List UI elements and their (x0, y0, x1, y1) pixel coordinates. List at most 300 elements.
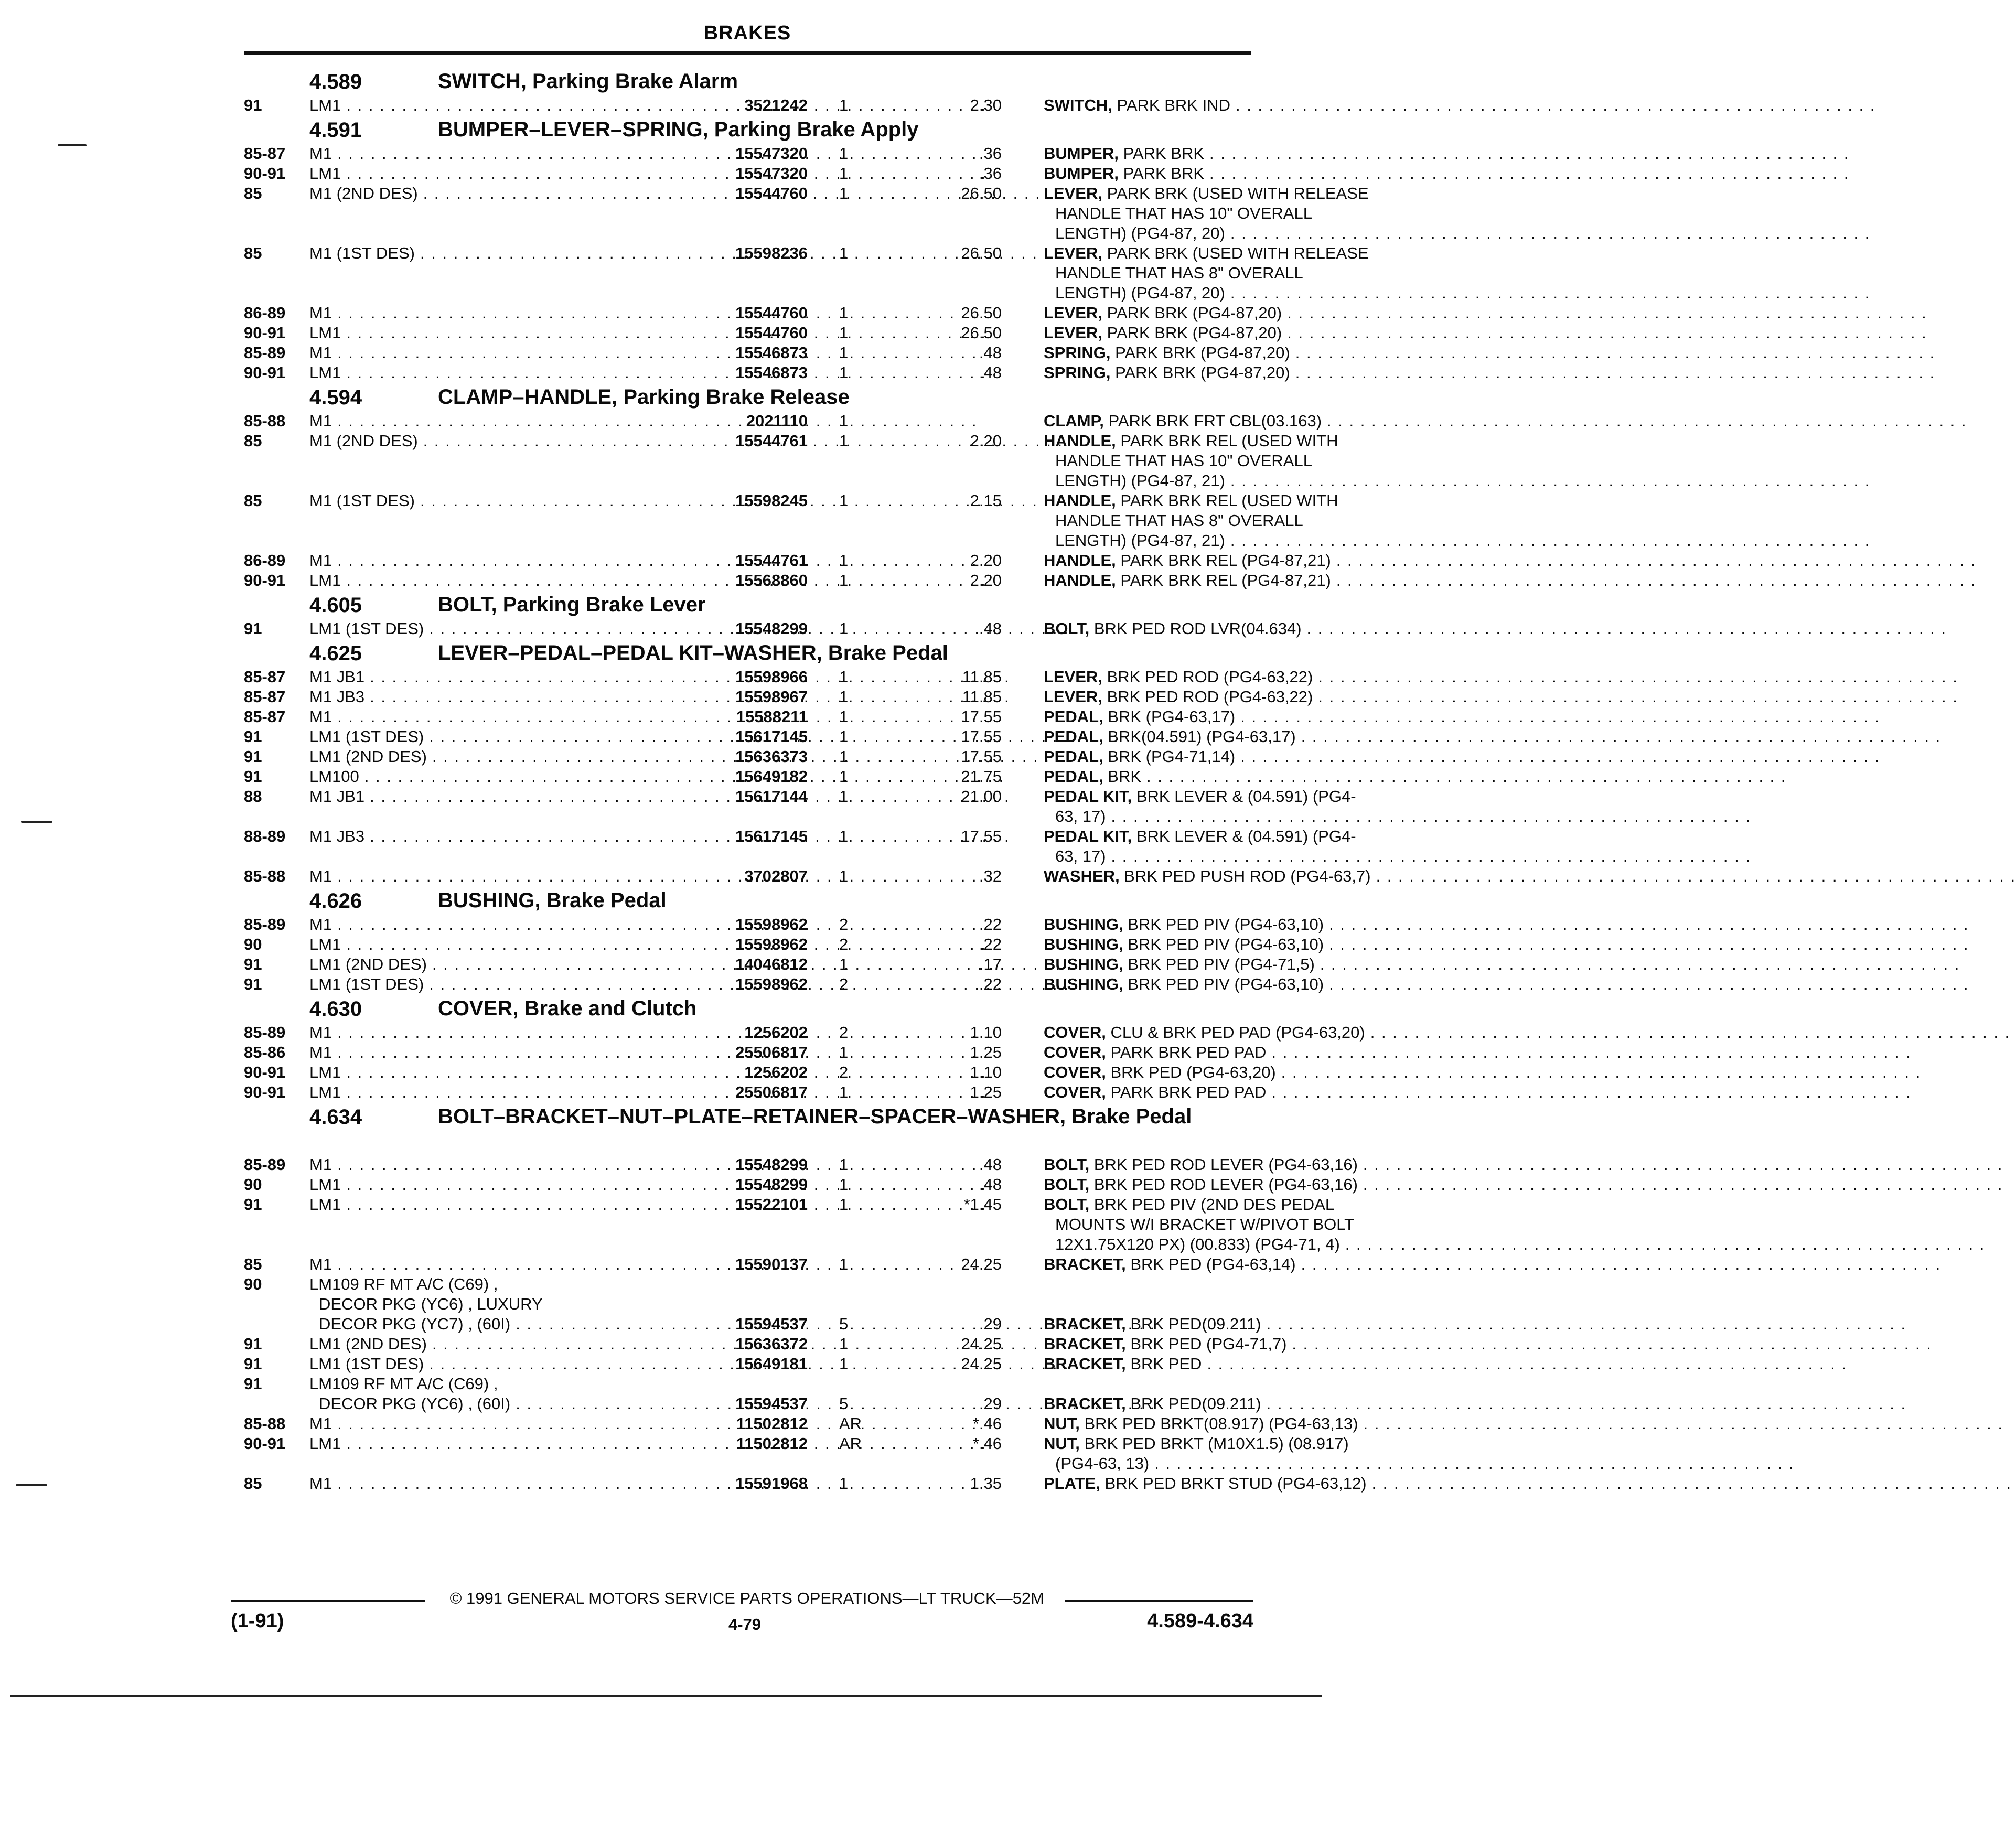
description (1044, 787, 1411, 827)
item-name: COVER, (1044, 1063, 1106, 1081)
description-line (1044, 323, 1411, 343)
item-name: BRACKET, (1044, 1255, 1126, 1273)
model-code (309, 1062, 687, 1082)
model-text: M1 (309, 867, 333, 885)
model-text: LM1 (2ND DES) (309, 1335, 427, 1353)
group-header (244, 639, 1251, 667)
model-line (309, 1314, 687, 1334)
description-line (1044, 1414, 1411, 1434)
price: *.46 (972, 1434, 1002, 1453)
part-number: 15546873 (735, 363, 808, 382)
description (1044, 619, 1411, 639)
price: 1.35 (970, 1474, 1002, 1493)
model-line (309, 571, 687, 591)
item-name: LEVER, (1044, 668, 1102, 686)
description-line (1044, 974, 1411, 994)
item-name: PLATE, (1044, 1474, 1100, 1493)
description-text: LEVER, PARK BRK (PG4-87,20) (1044, 304, 1282, 322)
model-text: LM1 (309, 96, 341, 114)
description (1044, 1062, 1411, 1082)
part-number: 15544760 (735, 324, 808, 342)
model-code (309, 243, 687, 263)
description-line (1044, 915, 1411, 935)
leader-dots (1363, 1155, 2003, 1175)
model-text: LM1 (309, 571, 341, 589)
table-row (244, 243, 1369, 303)
description (1044, 866, 1411, 886)
leader-dots (1364, 1414, 2003, 1434)
part-number: 15588211 (736, 707, 808, 726)
quantity: 2 (839, 1023, 849, 1042)
description (1044, 1043, 1411, 1062)
footer-page-number: 4-79 (728, 1615, 762, 1634)
description (1044, 1414, 1411, 1434)
model-text: LM1 (309, 363, 341, 382)
table-row (244, 411, 1322, 431)
description (1044, 1175, 1411, 1195)
leader-dots (1292, 1334, 1932, 1354)
year-range: 90 (244, 935, 262, 953)
model-code (309, 974, 687, 994)
price: .48 (979, 619, 1002, 638)
table-row (244, 95, 1251, 115)
footer-copyright: © 1991 GENERAL MOTORS SERVICE PARTS OPERATIONS—LT TRUCK—52M (449, 1589, 1045, 1607)
model-text: LM1 (309, 1434, 341, 1453)
quantity: 1 (839, 1155, 849, 1174)
part-number: 2021110 (746, 412, 808, 430)
description-line (1044, 95, 1411, 115)
year-range: 90 (244, 1175, 262, 1194)
model-line (309, 619, 687, 639)
model-text: M1 JB1 (309, 787, 365, 806)
model-line (309, 1043, 687, 1062)
item-name: BUSHING, (1044, 955, 1123, 973)
description (1044, 1155, 1411, 1175)
part-number: 25506817 (735, 1083, 808, 1101)
description (1044, 667, 1411, 687)
description-line (1044, 1195, 1411, 1215)
price: 17.55 (961, 747, 1002, 766)
leader-dots (1363, 1175, 2003, 1195)
description-line (1044, 1394, 1411, 1414)
year-range: 90-91 (244, 571, 286, 589)
description (1044, 1334, 1411, 1354)
description (1044, 1023, 1411, 1043)
quantity: AR (839, 1434, 862, 1453)
model-text: LM109 RF MT A/C (C69) , (309, 1275, 498, 1293)
item-name: COVER, (1044, 1043, 1106, 1061)
quantity: 1 (839, 688, 849, 706)
description (1044, 1394, 1411, 1414)
model-text: LM1 (309, 1195, 341, 1214)
item-name: BRACKET, (1044, 1315, 1126, 1333)
quantity: 2 (839, 1063, 849, 1081)
description (1044, 687, 1411, 707)
part-number: 15568860 (735, 571, 808, 589)
price: *1.45 (963, 1195, 1002, 1214)
table-row (244, 1334, 1287, 1354)
description-text: BRACKET, BRK PED(09.211) (1044, 1394, 1261, 1413)
quantity: 1 (839, 304, 849, 322)
description-line (1044, 531, 1411, 551)
description-text: BUMPER, PARK BRK (1044, 144, 1205, 163)
description-line (1044, 283, 1411, 303)
price: .22 (979, 915, 1002, 933)
description-text: BUSHING, BRK PED PIV (PG4-63,10) (1044, 915, 1324, 933)
part-number: 15591968 (735, 1474, 808, 1493)
table-row (244, 974, 1324, 994)
part-number: 15598245 (735, 491, 808, 510)
description-text: LEVER, PARK BRK (PG4-87,20) (1044, 324, 1282, 342)
model-line (309, 1274, 687, 1294)
year-range: 85-87 (244, 668, 286, 686)
part-number: 15548299 (735, 619, 808, 638)
description-text: PEDAL, BRK (1044, 767, 1142, 786)
model-text: LM1 (1ST DES) (309, 1355, 424, 1373)
price: 26.50 (961, 244, 1002, 262)
description-text: LEVER, PARK BRK (USED WITH RELEASE (1044, 184, 1369, 202)
year-range: 85-88 (244, 412, 286, 430)
group-number: 4.605 (309, 594, 362, 617)
description-line (1044, 431, 1411, 451)
description-text: LEVER, PARK BRK (USED WITH RELEASE (1044, 244, 1369, 262)
model-text: M1 (309, 1043, 333, 1061)
part-number: 15636373 (735, 747, 808, 766)
leader-dots (346, 95, 986, 115)
quantity: 1 (839, 96, 849, 114)
price: 1.25 (970, 1083, 1002, 1101)
model-text: M1 (309, 915, 333, 933)
model-text: LM100 (309, 767, 359, 786)
model-code (309, 619, 687, 639)
part-number: 3521242 (744, 96, 808, 114)
leader-dots (337, 144, 977, 164)
leader-dots (1329, 915, 1969, 935)
description (1044, 431, 1411, 491)
item-name: NUT, (1044, 1414, 1080, 1433)
item-name: LEVER, (1044, 304, 1102, 322)
year-range: 91 (244, 1375, 262, 1393)
description-text: NUT, BRK PED BRKT (M10X1.5) (08.917) (1044, 1434, 1349, 1453)
part-number: 15594537 (735, 1394, 808, 1413)
quantity: 1 (839, 787, 849, 806)
description-text: HANDLE THAT HAS 8" OVERALL (1055, 511, 1303, 530)
model-line (309, 431, 687, 451)
group-title: COVER, Brake and Clutch (438, 997, 697, 1020)
group-header (244, 1102, 1251, 1155)
description-text: BUSHING, BRK PED PIV (PG4-71,5) (1044, 955, 1315, 973)
description-text: MOUNTS W/I BRACKET W/PIVOT BOLT (1055, 1215, 1355, 1233)
item-name: NUT, (1044, 1434, 1080, 1453)
description (1044, 1195, 1411, 1254)
part-number: 15598967 (735, 688, 808, 706)
description-line (1044, 1354, 1411, 1374)
bottom-rule (10, 1695, 1322, 1697)
model-code (309, 491, 687, 511)
leader-dots (1267, 1314, 1906, 1334)
leader-dots (1318, 687, 1958, 707)
model-code (309, 1274, 687, 1334)
year-range: 91 (244, 96, 262, 114)
model-line (309, 1374, 687, 1394)
table-row (244, 727, 1296, 747)
model-line (309, 1195, 687, 1215)
quantity: 5 (839, 1315, 849, 1333)
model-text: M1 (1ST DES) (309, 244, 415, 262)
quantity: 1 (839, 619, 849, 638)
model-code (309, 571, 687, 591)
table-row (244, 1062, 1276, 1082)
quantity: 1 (839, 867, 849, 885)
part-number: 15598966 (735, 668, 808, 686)
model-text: M1 (309, 707, 333, 726)
description (1044, 767, 1411, 787)
leader-dots (337, 551, 977, 571)
year-range: 91 (244, 727, 262, 746)
year-range: 85 (244, 244, 262, 262)
model-code (309, 687, 687, 707)
year-range: 91 (244, 767, 262, 786)
price: 26.50 (961, 304, 1002, 322)
description-text: SPRING, PARK BRK (PG4-87,20) (1044, 363, 1290, 382)
description-text: HANDLE THAT HAS 10" OVERALL (1055, 452, 1312, 470)
table-row (244, 363, 1290, 383)
model-code (309, 667, 687, 687)
description-text: BRACKET, BRK PED(09.211) (1044, 1315, 1261, 1333)
description (1044, 1434, 1411, 1474)
table-row (244, 431, 1338, 491)
item-name: HANDLE, (1044, 491, 1116, 510)
description (1044, 827, 1411, 866)
year-range: 85-87 (244, 707, 286, 726)
model-code (309, 551, 687, 571)
group-title: BUMPER–LEVER–SPRING, Parking Brake Apply (438, 118, 919, 141)
model-text: M1 (1ST DES) (309, 491, 415, 510)
description (1044, 323, 1411, 343)
quantity: 1 (839, 184, 849, 202)
description-line (1044, 1175, 1411, 1195)
model-line (309, 727, 687, 747)
price: 2.30 (970, 96, 1002, 114)
item-name: CLAMP, (1044, 412, 1104, 430)
quantity: 1 (839, 344, 849, 362)
item-name: BRACKET, (1044, 1394, 1126, 1413)
table-row (244, 323, 1282, 343)
table-row (244, 491, 1338, 551)
description (1044, 343, 1411, 363)
model-text: M1 (309, 551, 333, 570)
description-line (1044, 866, 1411, 886)
item-name: BOLT, (1044, 1155, 1090, 1174)
group-number: 4.591 (309, 119, 362, 142)
item-name: HANDLE, (1044, 551, 1116, 570)
year-range: 90 (244, 1275, 262, 1293)
model-line (309, 164, 687, 184)
description (1044, 571, 1411, 591)
leader-dots (1209, 164, 1849, 184)
model-line (309, 491, 687, 511)
quantity: 1 (839, 432, 849, 450)
price: .48 (979, 344, 1002, 362)
leader-dots (337, 707, 977, 727)
quantity: 1 (839, 164, 849, 183)
price: 11.85 (962, 688, 1002, 706)
table-row (244, 1043, 1267, 1062)
part-number: 15546873 (735, 344, 808, 362)
model-line (309, 1254, 687, 1274)
item-name: PEDAL, (1044, 727, 1103, 746)
description-line (1044, 1254, 1411, 1274)
leader-dots (337, 343, 977, 363)
model-line (309, 915, 687, 935)
leader-dots (346, 323, 986, 343)
group-header (244, 115, 1251, 144)
part-number: 25506817 (735, 1043, 808, 1061)
model-code (309, 1354, 687, 1374)
model-code (309, 1082, 687, 1102)
model-code (309, 411, 687, 431)
model-text: M1 (309, 144, 333, 163)
group-number: 4.626 (309, 889, 362, 913)
price: .36 (979, 144, 1002, 163)
leader-dots (1345, 1235, 1985, 1254)
model-line (309, 243, 687, 263)
description (1044, 184, 1411, 243)
description-line (1044, 954, 1411, 974)
description (1044, 144, 1411, 164)
description (1044, 491, 1411, 551)
leader-dots (1372, 1474, 2012, 1494)
year-range: 88-89 (244, 827, 286, 845)
header-rule (244, 51, 1251, 55)
leader-dots (1209, 144, 1849, 164)
description-text: PEDAL, BRK (PG4-71,14) (1044, 747, 1236, 766)
table-row (244, 1434, 1349, 1474)
description-line (1044, 727, 1411, 747)
model-text: LM1 (309, 324, 341, 342)
table-row (244, 687, 1313, 707)
year-range: 91 (244, 1355, 262, 1373)
description-line (1044, 667, 1411, 687)
leader-dots (337, 411, 977, 431)
leader-dots (337, 915, 977, 935)
leader-dots (1301, 1254, 1941, 1274)
price: 24.25 (961, 1355, 1002, 1373)
model-text: LM1 (1ST DES) (309, 619, 424, 638)
leader-dots (1336, 551, 1976, 571)
year-range: 85 (244, 1255, 262, 1273)
description (1044, 954, 1411, 974)
description (1044, 303, 1411, 323)
quantity: 2 (839, 915, 849, 933)
item-name: BUSHING, (1044, 915, 1123, 933)
description-line (1044, 471, 1411, 491)
description-line (1044, 1062, 1411, 1082)
quantity: 1 (839, 491, 849, 510)
item-name: BUMPER, (1044, 144, 1119, 163)
description-text: BOLT, BRK PED ROD LEVER (PG4-63,16) (1044, 1155, 1358, 1174)
year-range: 85-89 (244, 344, 286, 362)
price: 24.25 (961, 1255, 1002, 1273)
model-line (309, 144, 687, 164)
description-line (1044, 491, 1411, 511)
year-range: 85-87 (244, 144, 286, 163)
leader-dots (1230, 283, 1870, 303)
table-row (244, 915, 1324, 935)
model-line (309, 767, 687, 787)
description-text: PLATE, BRK PED BRKT STUD (PG4-63,12) (1044, 1474, 1367, 1493)
model-code (309, 767, 687, 787)
description (1044, 1474, 1411, 1494)
model-code (309, 343, 687, 363)
table-row (244, 866, 1371, 886)
item-name: LEVER, (1044, 244, 1102, 262)
part-number: 15548299 (735, 1155, 808, 1174)
leader-dots (1318, 667, 1958, 687)
model-code (309, 1414, 687, 1434)
description (1044, 411, 1411, 431)
quantity: 1 (839, 727, 849, 746)
leader-dots (1230, 531, 1870, 551)
model-code (309, 431, 687, 451)
quantity: 1 (839, 827, 849, 845)
quantity: 2 (839, 935, 849, 953)
leader-dots (337, 1254, 977, 1274)
leader-dots (1240, 707, 1880, 727)
leader-dots (1307, 619, 1947, 639)
description-line (1044, 1082, 1411, 1102)
model-text: M1 (309, 1414, 333, 1433)
quantity: 1 (839, 707, 849, 726)
group-header (244, 67, 1251, 95)
price: 17.55 (961, 727, 1002, 746)
model-code (309, 1155, 687, 1175)
year-range: 85-88 (244, 867, 286, 885)
part-number: 15547320 (735, 164, 808, 183)
model-code (309, 144, 687, 164)
description-text: LENGTH) (PG4-87, 20) (1055, 224, 1225, 242)
item-name: BRACKET, (1044, 1355, 1126, 1373)
table-row (244, 1023, 1365, 1043)
item-name: PEDAL, (1044, 707, 1103, 726)
table-row (244, 1254, 1296, 1274)
leader-dots (1154, 1454, 1794, 1474)
table-row (244, 1195, 1355, 1254)
page-title: BRAKES (703, 22, 791, 44)
part-number: 15617145 (735, 727, 808, 746)
description-text: BUSHING, BRK PED PIV (PG4-63,10) (1044, 935, 1324, 953)
table-row (244, 1354, 1251, 1374)
table-row (244, 767, 1251, 787)
description-text: COVER, BRK PED (PG4-63,20) (1044, 1063, 1276, 1081)
item-name: BOLT, (1044, 1195, 1090, 1214)
quantity: 1 (839, 668, 849, 686)
item-name: PEDAL, (1044, 767, 1103, 786)
group-header (244, 886, 1251, 915)
part-number: 15544761 (735, 551, 808, 570)
model-text: LM1 (309, 1063, 341, 1081)
leader-dots (1281, 1062, 1921, 1082)
year-range: 85 (244, 184, 262, 202)
description-line (1044, 747, 1411, 767)
quantity: 1 (839, 1043, 849, 1061)
model-text: M1 (309, 344, 333, 362)
description-line (1044, 1215, 1411, 1235)
item-name: BUMPER, (1044, 164, 1119, 183)
group-title: CLAMP–HANDLE, Parking Brake Release (438, 385, 850, 409)
model-text: LM1 (2ND DES) (309, 747, 427, 766)
model-line (309, 954, 687, 974)
